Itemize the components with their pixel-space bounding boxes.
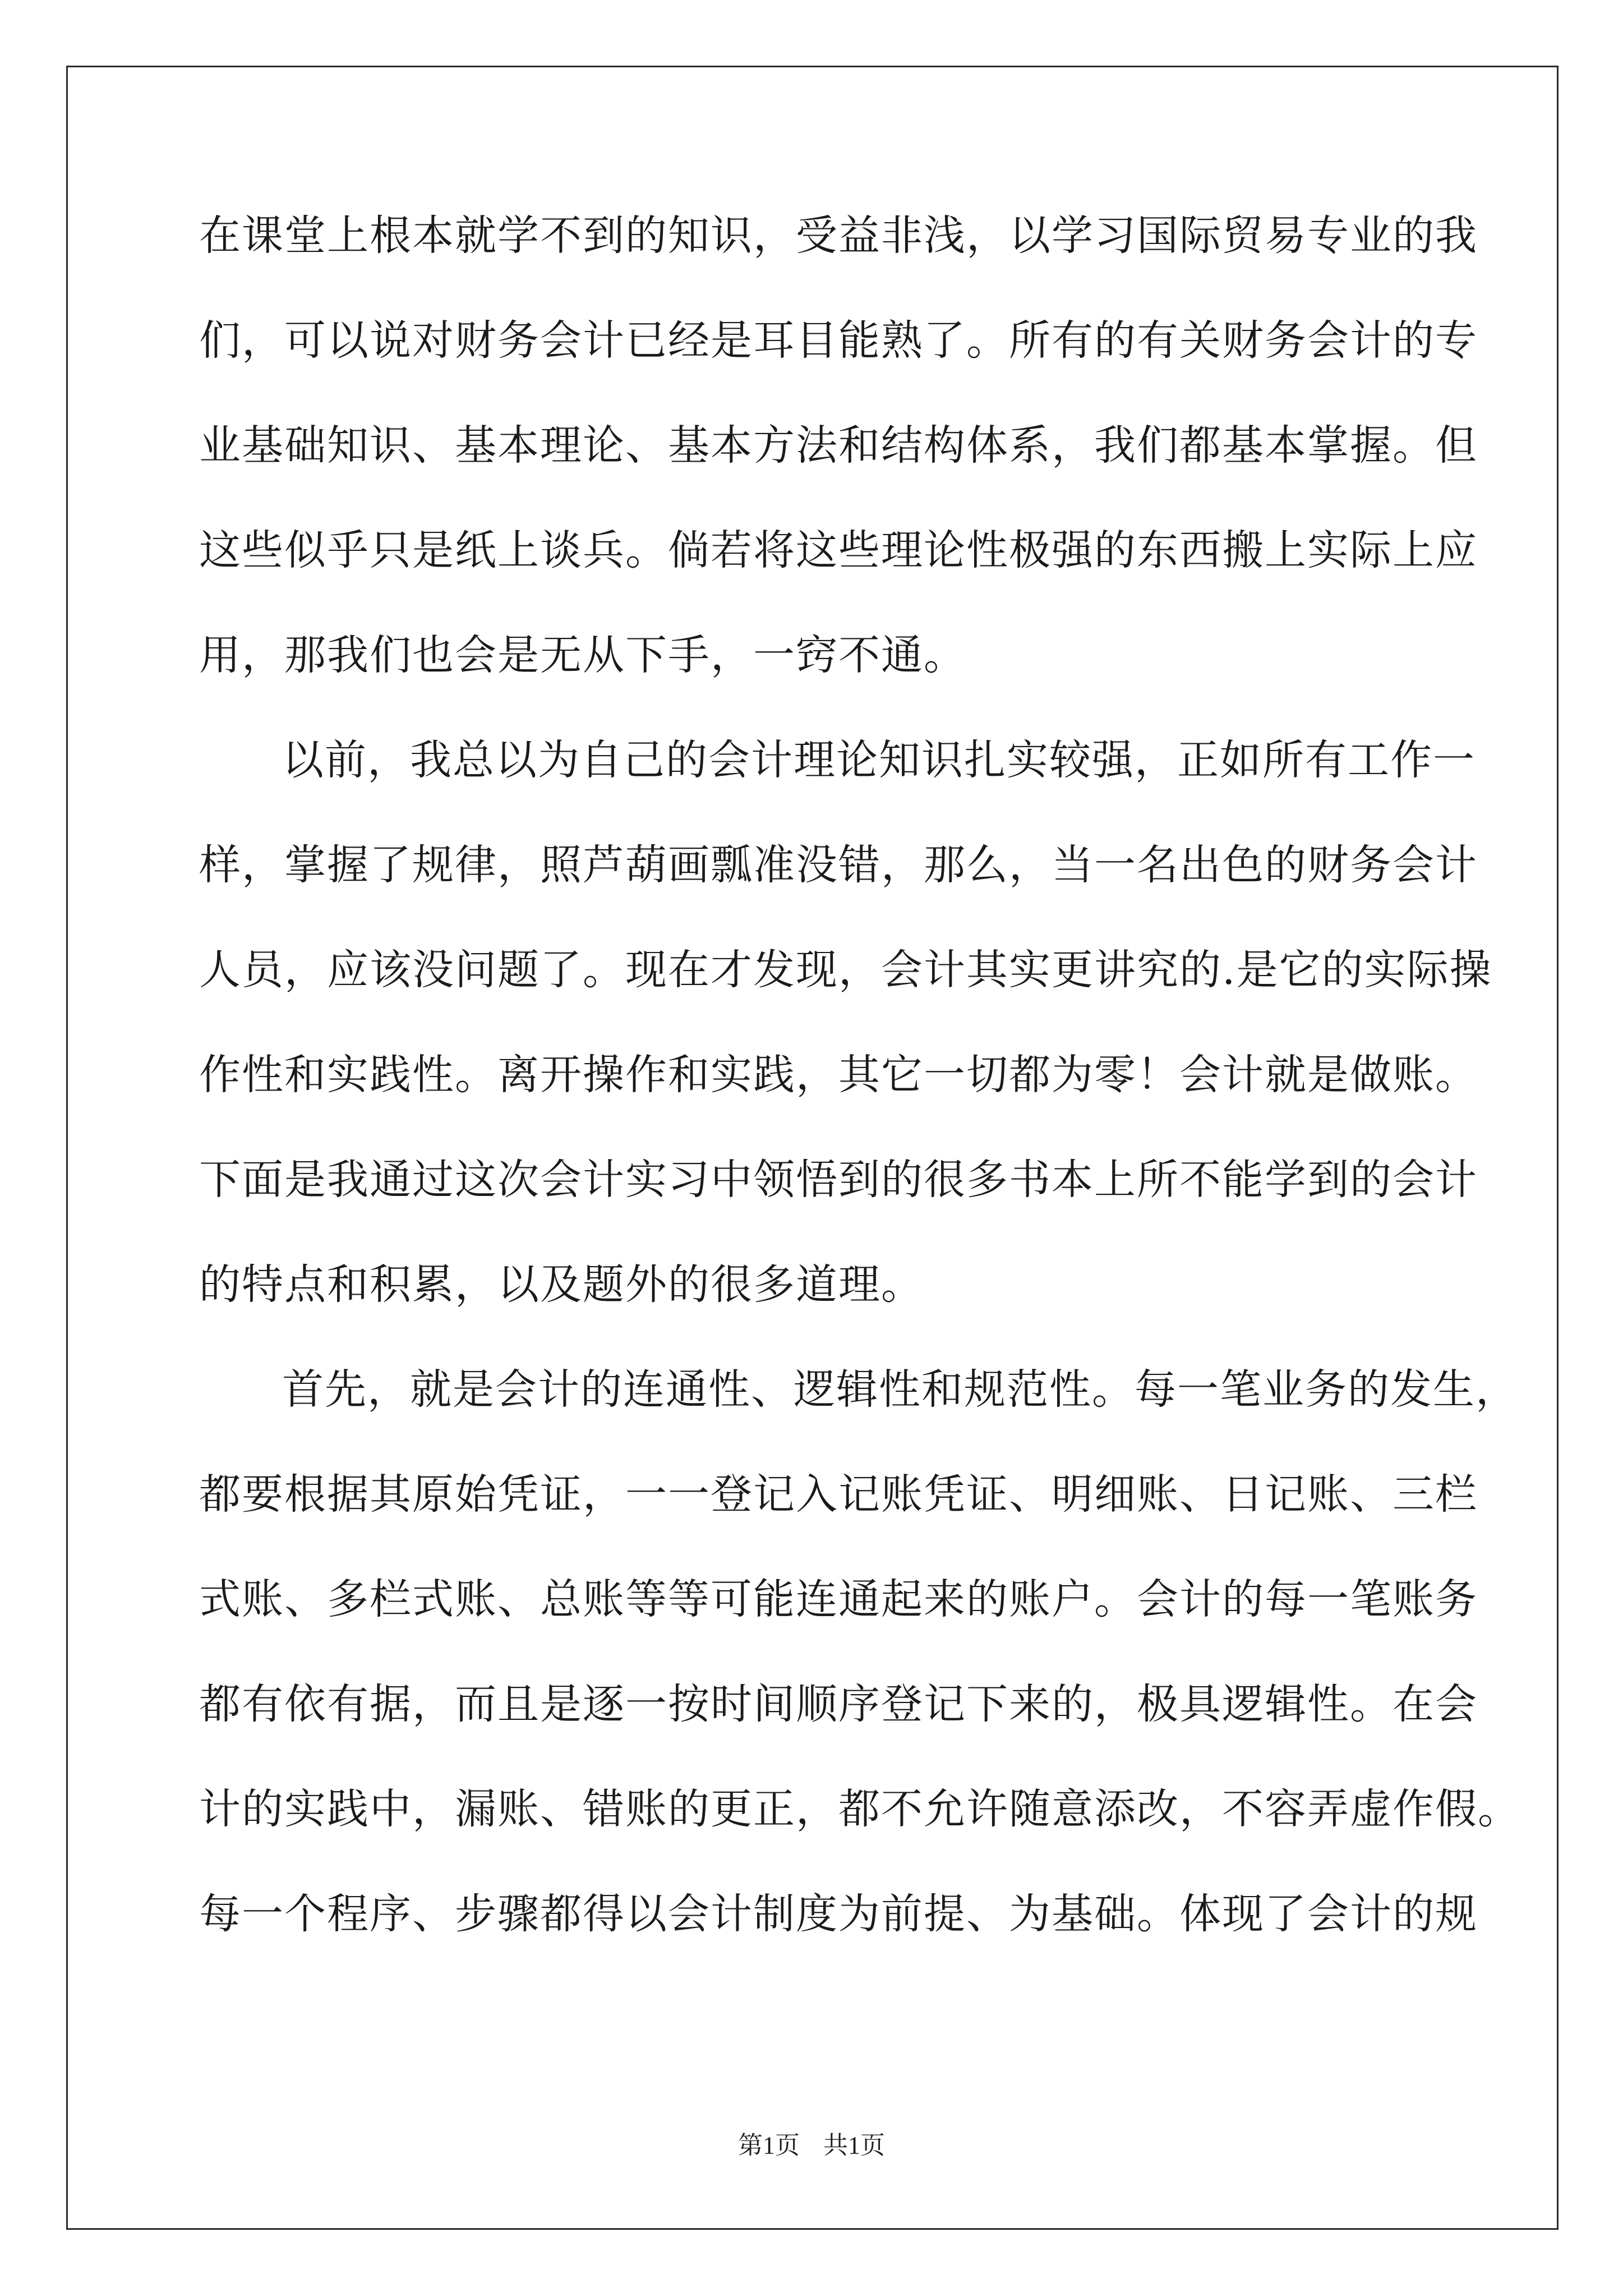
text-line: 计的实践中，漏账、错账的更正，都不允许随意添改，不容弄虚作假。 xyxy=(199,1785,1520,1833)
text-line: 作性和实践性。离开操作和实践，其它一切都为零！会计就是做账。 xyxy=(199,1051,1478,1099)
text-line: 样，掌握了规律，照芦葫画瓢准没错，那么，当一名出色的财务会计 xyxy=(199,841,1478,889)
text-line: 这些似乎只是纸上谈兵。倘若将这些理论性极强的东西搬上实际上应 xyxy=(199,526,1478,574)
paragraph-first-line: 以前，我总以为自己的会计理论知识扎实较强，正如所有工作一 xyxy=(282,736,1476,784)
page-number: 第1页 xyxy=(738,2132,800,2159)
text-line: 业基础知识、基本理论、基本方法和结构体系，我们都基本掌握。但 xyxy=(199,421,1478,470)
text-line: 都要根据其原始凭证，一一登记入记账凭证、明细账、日记账、三栏 xyxy=(199,1470,1478,1519)
text-line: 都有依有据，而且是逐一按时间顺序登记下来的，极具逻辑性。在会 xyxy=(199,1680,1478,1728)
text-line: 在课堂上根本就学不到的知识，受益非浅，以学习国际贸易专业的我 xyxy=(199,211,1478,260)
text-line: 的特点和积累，以及题外的很多道理。 xyxy=(199,1260,924,1309)
text-line: 每一个程序、步骤都得以会计制度为前提、为基础。体现了会计的规 xyxy=(199,1890,1478,1938)
paragraph-first-line: 首先，就是会计的连通性、逻辑性和规范性。每一笔业务的发生， xyxy=(282,1365,1518,1414)
text-line: 下面是我通过这次会计实习中领悟到的很多书本上所不能学到的会计 xyxy=(199,1156,1478,1204)
page-footer xyxy=(0,2129,1623,2162)
text-line: 人员，应该没问题了。现在才发现，会计其实更讲究的.是它的实际操 xyxy=(199,946,1492,994)
page-total: 共1页 xyxy=(823,2132,885,2159)
text-line: 们，可以说对财务会计已经是耳目能熟了。所有的有关财务会计的专 xyxy=(199,316,1478,365)
text-line: 用，那我们也会是无从下手，一窍不通。 xyxy=(199,631,966,679)
text-line: 式账、多栏式账、总账等等可能连通起来的账户。会计的每一笔账务 xyxy=(199,1575,1478,1623)
